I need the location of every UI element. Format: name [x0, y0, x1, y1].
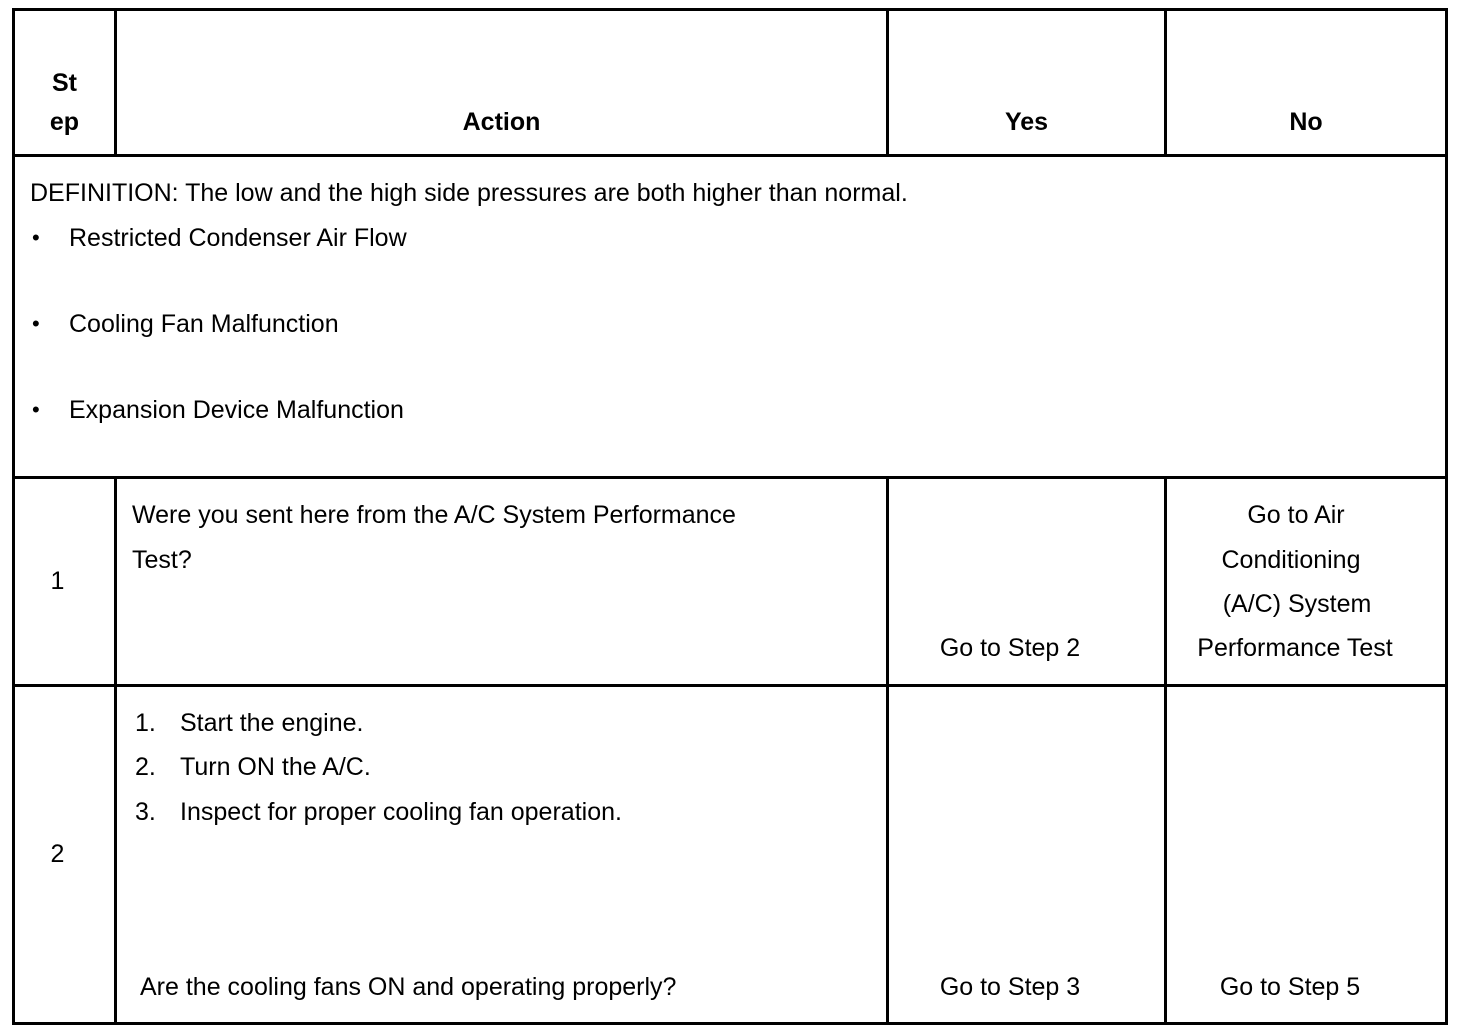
header-yes: Yes: [1004, 108, 1049, 136]
row2-yes: Go to Step 3: [939, 973, 1081, 1001]
row2-step-number: 2: [50, 840, 65, 868]
row1-yes: Go to Step 2: [939, 634, 1081, 662]
row2-step-text: Start the engine.: [180, 709, 364, 737]
header-step-line1: St: [52, 69, 77, 97]
bullet-icon: •: [32, 225, 40, 250]
definition-item: Restricted Condenser Air Flow: [69, 224, 407, 252]
row2-question: Are the cooling fans ON and operating properly?: [140, 973, 677, 1001]
row2-step-num: 3.: [135, 798, 156, 826]
row2-step-num: 1.: [135, 709, 156, 737]
row2-step-text: Inspect for proper cooling fan operation.: [180, 798, 622, 826]
header-divider: [12, 154, 1448, 157]
row1-step-number: 1: [50, 567, 65, 595]
bullet-icon: •: [32, 397, 40, 422]
col-step-divider-rows: [114, 476, 117, 1025]
row1-no-line4: Performance Test: [1197, 634, 1393, 662]
bullet-icon: •: [32, 311, 40, 336]
row2-step-num: 2.: [135, 753, 156, 781]
row1-action-line1: Were you sent here from the A/C System Performance: [132, 501, 736, 529]
definition-item: Cooling Fan Malfunction: [69, 310, 339, 338]
definition-text: DEFINITION: The low and the high side pressures are both higher than normal.: [30, 179, 908, 207]
row2-no: Go to Step 5: [1219, 973, 1361, 1001]
row2-step-text: Turn ON the A/C.: [180, 753, 371, 781]
definition-item: Expansion Device Malfunction: [69, 396, 404, 424]
row1-action-line2: Test?: [132, 546, 192, 574]
header-no: No: [1289, 108, 1323, 136]
row1-no-line1: Go to Air: [1247, 501, 1345, 529]
row1-no-line2: Conditioning: [1221, 546, 1361, 574]
row1-divider: [12, 684, 1448, 687]
header-step-line2: ep: [49, 108, 80, 136]
col-action-divider-rows: [886, 476, 889, 1025]
definition-divider: [12, 476, 1448, 479]
header-action: Action: [462, 108, 541, 136]
row1-no-line3: (A/C) System: [1222, 590, 1372, 618]
